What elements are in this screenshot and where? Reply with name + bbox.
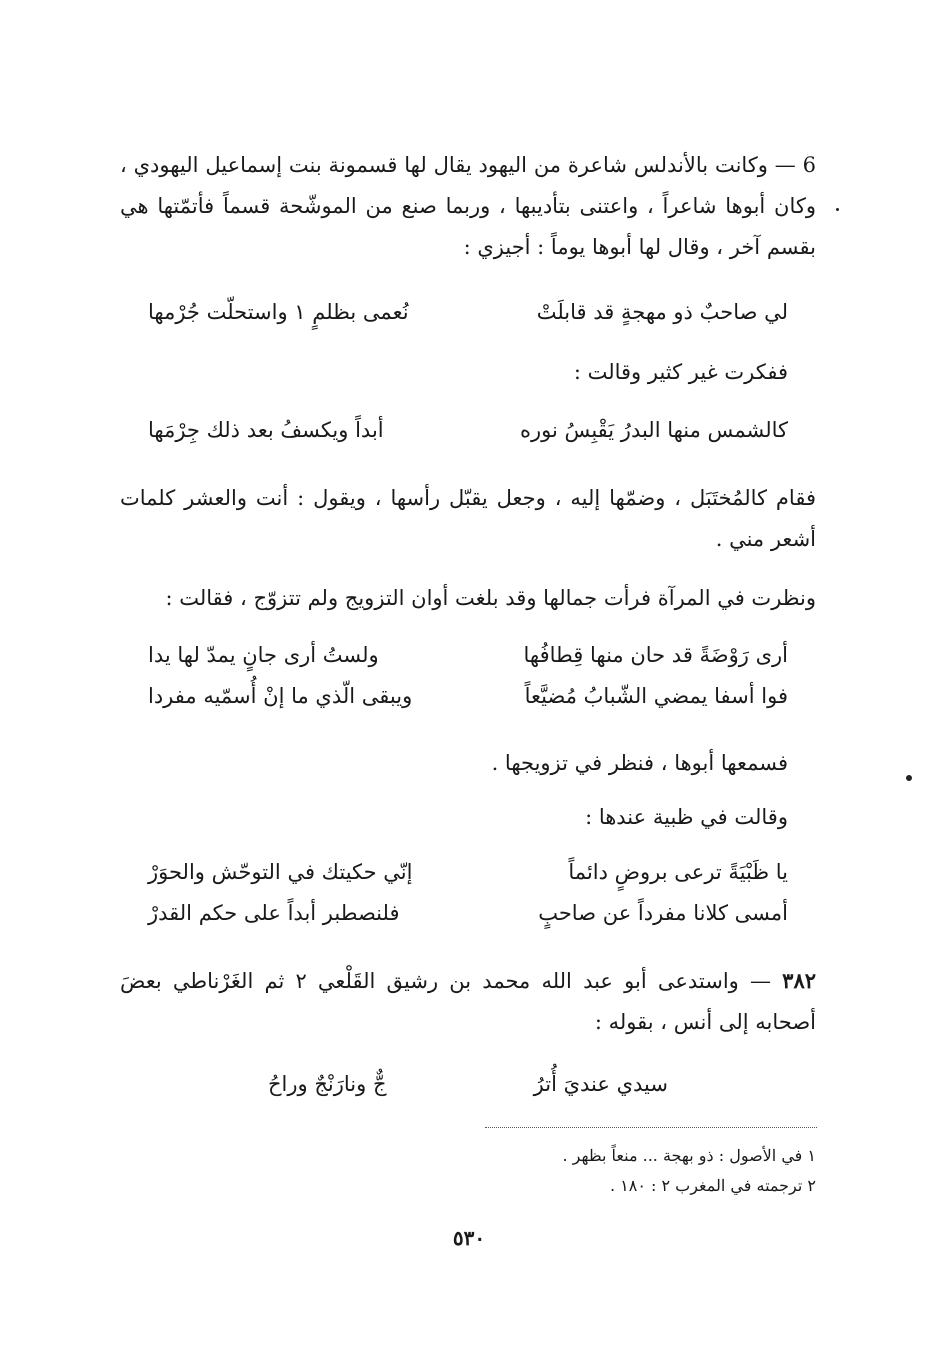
- paragraph-382: [120, 960, 816, 1043]
- verse-7-first-hemistich: سيدي عنديَ أُترُ: [533, 1072, 668, 1096]
- verse-5-first-hemistich: يا ظَبْيَةً ترعى بروضٍ دائماً: [568, 860, 788, 884]
- margin-dot: [836, 208, 839, 211]
- margin-speck: [906, 775, 912, 781]
- verse-line-4: [148, 684, 788, 708]
- paragraph-father-reaction: فقام كالمُختَبَل ، وضمّها إليه ، وجعل يقبّل رأسها ، ويقول : أنت والعشر كلمات أشعر مني .: [120, 486, 816, 551]
- paragraph-gazelle-intro: وقالت في ظبية عندها :: [585, 805, 788, 829]
- verse-1-second-hemistich: نُعمى بظلمٍ ١ واستحلّت جُرْمها: [148, 300, 409, 324]
- verse-2-first-hemistich: كالشمس منها البدرُ يَقْبِسُ نوره: [520, 418, 788, 442]
- paragraph-mirror: ونظرت في المرآة فرأت جمالها وقد بلغت أوان التزويج ولم تتزوّج ، فقالت :: [165, 586, 816, 610]
- footnote-1: ١ في الأصول : ذو بهجة ... منعاً بظهر .: [562, 1146, 816, 1165]
- verse-line-1: [148, 300, 788, 324]
- footnote-2: ٢ ترجمته في المغرب ٢ : ١٨٠ .: [609, 1176, 816, 1195]
- verse-4-first-hemistich: فوا أسفا يمضي الشّبابُ مُضيَّعاً: [524, 684, 788, 708]
- verse-line-2: [148, 418, 788, 442]
- verse-6-second-hemistich: فلنصطبر أبداً على حكم القدرْ: [148, 901, 400, 925]
- verse-line-5: [148, 860, 788, 884]
- verse-6-first-hemistich: أمسى كلانا مفرداً عن صاحبٍ: [538, 901, 788, 925]
- verse-line-6: [148, 901, 788, 925]
- verse-7-second-hemistich: جٌّ ونارَنْجٌ وراحُ: [268, 1072, 387, 1096]
- paragraph-marriage: فسمعها أبوها ، فنظر في تزويجها .: [491, 751, 788, 775]
- verse-line-3: [148, 643, 788, 667]
- verse-3-second-hemistich: ولستُ أرى جانٍ يمدّ لها يدا: [148, 643, 379, 667]
- footnote-separator: [485, 1127, 817, 1128]
- verse-2-second-hemistich: أبداً ويكسفُ بعد ذلك جِرْمَها: [148, 418, 384, 442]
- page-number: ٥٣٠: [452, 1226, 486, 1250]
- section-number: ٣٨٢: [782, 968, 817, 993]
- verse-5-second-hemistich: إنّي حكيتك في التوحّش والحوَرْ: [148, 860, 413, 884]
- verse-line-7: [268, 1072, 668, 1096]
- paragraph-reply-intro: ففكرت غير كثير وقالت :: [573, 360, 788, 384]
- paragraph-382-text: — واستدعى أبو عبد الله محمد بن رشيق القَلْعي ٢ ثم الغَرْناطي بعضَ أصحابه إلى أنس ، بقوله :: [120, 969, 816, 1034]
- verse-3-first-hemistich: أرى رَوْضَةً قد حان منها قِطافُها: [523, 643, 788, 667]
- paragraph-intro: 6 — وكانت بالأندلس شاعرة من اليهود يقال لها قسمونة بنت إسماعيل اليهودي ، وكان أبوها شاعراً ، واعتنى بتأديبها ، وربما صنع من الموشّحة قسماً فأتمّتها هي بقسم آخر ، وقال لها أبوها يوماً : أجيزي :: [120, 153, 817, 259]
- verse-1-first-hemistich: لي صاحبٌ ذو مهجةٍ قد قابلَتْ: [536, 300, 788, 324]
- verse-4-second-hemistich: ويبقى الّذي ما إنْ أُسمّيه مفردا: [148, 684, 413, 708]
